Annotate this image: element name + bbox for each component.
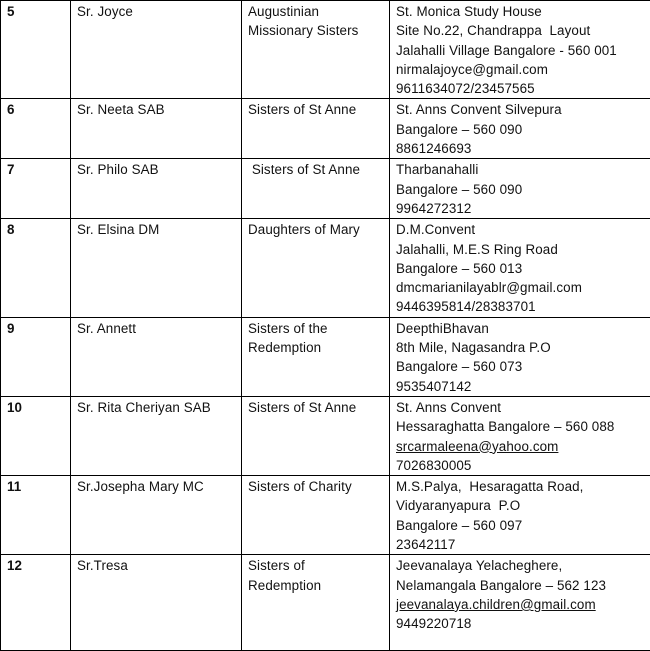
congregation-line: Sisters of St Anne xyxy=(248,160,383,179)
address-cell xyxy=(390,396,650,475)
address-line: 9535407142 xyxy=(396,377,644,396)
address-line: DeepthiBhavan xyxy=(396,319,644,338)
address-line: 9964272312 xyxy=(396,199,644,218)
address-line: 9449220718 xyxy=(396,614,644,633)
sister-name: Sr. Annett xyxy=(71,317,242,396)
sister-name: Sr. Elsina DM xyxy=(71,219,242,317)
address-cell xyxy=(390,476,650,555)
address-line: 7026830005 xyxy=(396,456,644,475)
table-row xyxy=(1,159,650,219)
sister-name: Sr. Joyce xyxy=(71,1,242,99)
sister-name: Sr.Tresa xyxy=(71,555,242,651)
address-line: Hessaraghatta Bangalore – 560 088 xyxy=(396,417,644,436)
row-number: 6 xyxy=(1,99,71,159)
table-row xyxy=(1,317,650,396)
address-line: St. Anns Convent xyxy=(396,398,644,417)
row-number: 10 xyxy=(1,396,71,475)
table-body xyxy=(1,1,650,651)
address-line: Jalahalli Village Bangalore - 560 001 xyxy=(396,41,644,60)
congregation-line: Augustinian xyxy=(248,2,383,21)
congregation-line: Sisters of xyxy=(248,556,383,575)
row-number: 11 xyxy=(1,476,71,555)
address-line: 8861246693 xyxy=(396,139,644,158)
congregation-line: Sisters of St Anne xyxy=(248,100,383,119)
row-number: 12 xyxy=(1,555,71,651)
congregation-cell xyxy=(242,317,390,396)
address-line: nirmalajoyce@gmail.com xyxy=(396,60,644,79)
sister-name: Sr.Josepha Mary MC xyxy=(71,476,242,555)
congregation-line: Sisters of the xyxy=(248,319,383,338)
table-row xyxy=(1,99,650,159)
congregation-cell xyxy=(242,396,390,475)
address-line: 9446395814/28383701 xyxy=(396,297,644,316)
address-cell xyxy=(390,317,650,396)
congregation-cell xyxy=(242,159,390,219)
address-line: Tharbanahalli xyxy=(396,160,644,179)
address-line: Jalahalli, M.E.S Ring Road xyxy=(396,240,644,259)
congregation-cell xyxy=(242,1,390,99)
address-line: dmcmarianilayablr@gmail.com xyxy=(396,278,644,297)
address-line: Bangalore – 560 073 xyxy=(396,357,644,376)
address-line: Bangalore – 560 097 xyxy=(396,516,644,535)
address-line: Nelamangala Bangalore – 562 123 xyxy=(396,576,644,595)
congregation-line: Sisters of St Anne xyxy=(248,398,383,417)
address-cell xyxy=(390,159,650,219)
congregation-cell xyxy=(242,99,390,159)
address-line: 9611634072/23457565 xyxy=(396,79,644,98)
address-line: Jeevanalaya Yelacheghere, xyxy=(396,556,644,575)
table-row xyxy=(1,555,650,651)
sister-name: Sr. Rita Cheriyan SAB xyxy=(71,396,242,475)
address-line: Vidyaranyapura P.O xyxy=(396,496,644,515)
address-line: Bangalore – 560 013 xyxy=(396,259,644,278)
address-cell xyxy=(390,219,650,317)
congregation-cell xyxy=(242,555,390,651)
table-row xyxy=(1,1,650,99)
address-line: M.S.Palya, Hesaragatta Road, xyxy=(396,477,644,496)
congregation-line: Sisters of Charity xyxy=(248,477,383,496)
congregation-line: Missionary Sisters xyxy=(248,21,383,40)
address-line: Bangalore – 560 090 xyxy=(396,120,644,139)
congregation-line: Redemption xyxy=(248,338,383,357)
row-number: 5 xyxy=(1,1,71,99)
row-number: 8 xyxy=(1,219,71,317)
address-line: St. Anns Convent Silvepura xyxy=(396,100,644,119)
sister-name: Sr. Neeta SAB xyxy=(71,99,242,159)
email-link[interactable]: jeevanalaya.children@gmail.com xyxy=(396,595,644,614)
address-line: Site No.22, Chandrappa Layout xyxy=(396,21,644,40)
congregation-line: Redemption xyxy=(248,576,383,595)
email-link[interactable]: srcarmaleena@yahoo.com xyxy=(396,437,644,456)
address-line: 8th Mile, Nagasandra P.O xyxy=(396,338,644,357)
row-number: 9 xyxy=(1,317,71,396)
address-cell xyxy=(390,1,650,99)
congregation-cell xyxy=(242,219,390,317)
table-row xyxy=(1,476,650,555)
congregation-cell xyxy=(242,476,390,555)
address-cell xyxy=(390,99,650,159)
row-number: 7 xyxy=(1,159,71,219)
address-line: Bangalore – 560 090 xyxy=(396,180,644,199)
address-line: St. Monica Study House xyxy=(396,2,644,21)
address-line: D.M.Convent xyxy=(396,220,644,239)
address-line: 23642117 xyxy=(396,535,644,554)
table-row xyxy=(1,219,650,317)
table-row xyxy=(1,396,650,475)
congregation-line: Daughters of Mary xyxy=(248,220,383,239)
sister-name: Sr. Philo SAB xyxy=(71,159,242,219)
address-cell xyxy=(390,555,650,651)
